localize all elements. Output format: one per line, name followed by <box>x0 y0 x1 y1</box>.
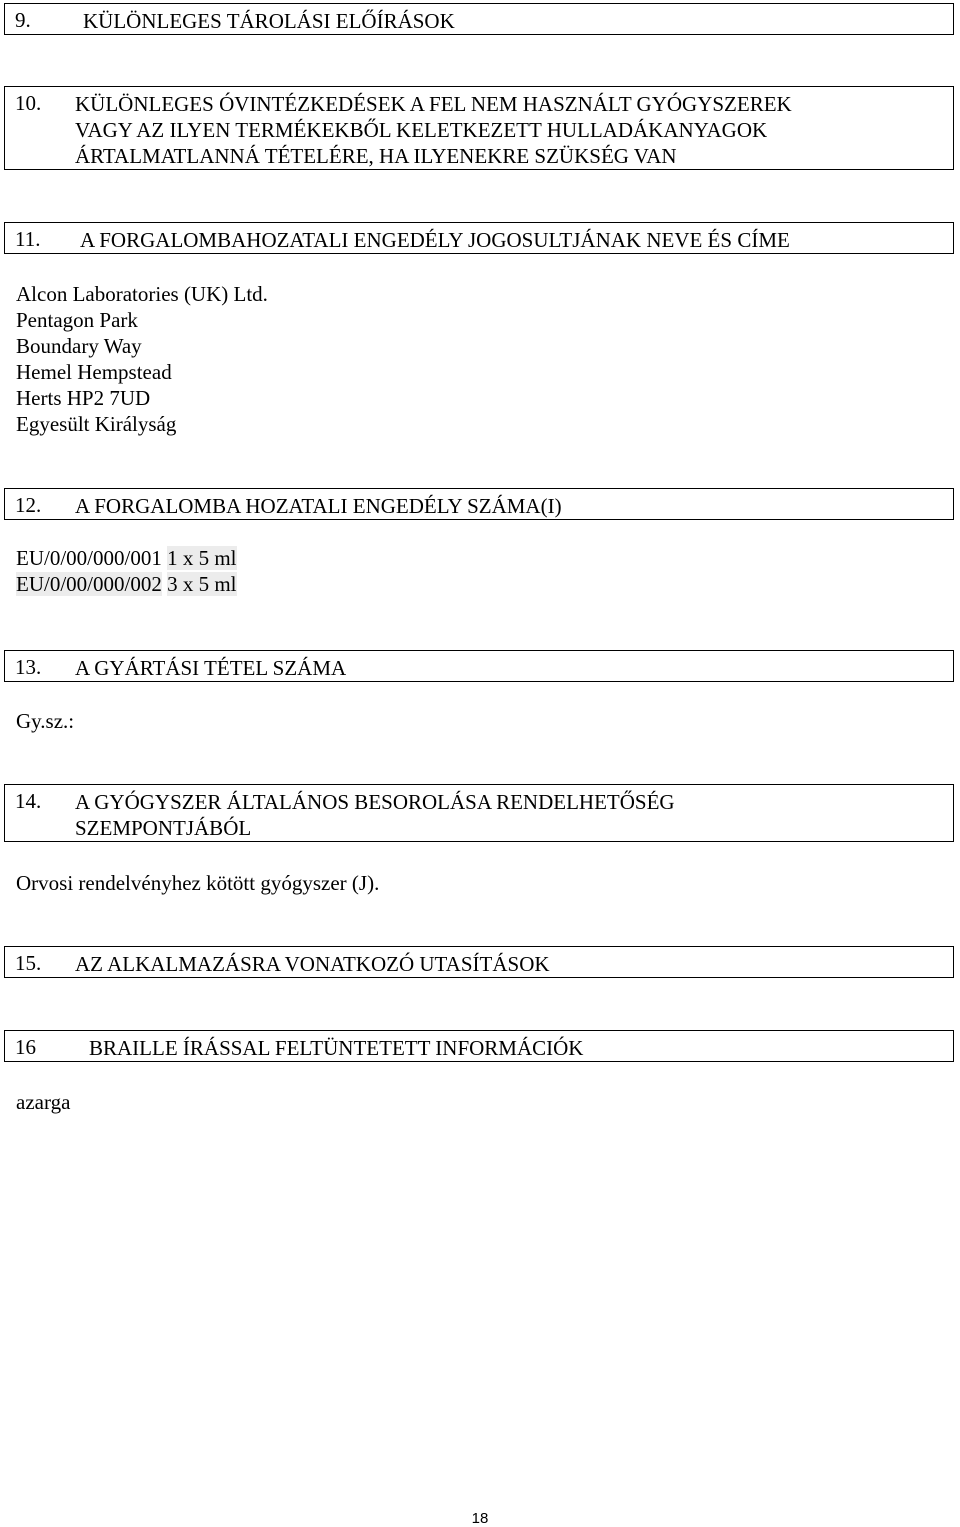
section-title-line-2: VAGY AZ ILYEN TERMÉKEKBŐL KELETKEZETT HULLADÁKANYAGOK <box>75 118 768 142</box>
section-number: 11. <box>15 227 41 251</box>
section-number: 10. <box>15 91 42 115</box>
section-title-line-3: ÁRTALMATLANNÁ TÉTELÉRE, HA ILYENEKRE SZÜKSÉG VAN <box>75 144 677 168</box>
section-title-line-1: KÜLÖNLEGES ÓVINTÉZKEDÉSEK A FEL NEM HASZNÁLT GYÓGYSZEREK <box>75 92 792 116</box>
section-number: 15. <box>15 951 42 975</box>
section-title: A GYÁRTÁSI TÉTEL SZÁMA <box>75 656 347 680</box>
section-title: BRAILLE ÍRÁSSAL FELTÜNTETETT INFORMÁCIÓK <box>89 1036 584 1060</box>
section-number: 12. <box>15 493 42 517</box>
address-line: Hemel Hempstead <box>16 360 172 384</box>
section-13-header <box>4 650 954 682</box>
page-number: 18 <box>471 1510 489 1527</box>
section-number: 14. <box>15 789 42 813</box>
section-14-header <box>4 784 954 842</box>
section-number: 13. <box>15 655 42 679</box>
authorisation-code: EU/0/00/000/002 <box>16 572 162 596</box>
pack-size: 1 x 5 ml <box>167 546 237 570</box>
authorisation-code: EU/0/00/000/001 <box>16 546 162 570</box>
address-line: Boundary Way <box>16 334 142 358</box>
braille-text: azarga <box>16 1090 71 1114</box>
section-12-header <box>4 488 954 520</box>
section-title: KÜLÖNLEGES TÁROLÁSI ELŐÍRÁSOK <box>83 9 455 33</box>
section-10-header <box>4 86 954 170</box>
section-title-line-1: A GYÓGYSZER ÁLTALÁNOS BESOROLÁSA RENDELHETŐSÉG <box>75 790 675 814</box>
section-11-header <box>4 222 954 254</box>
section-15-header <box>4 946 954 978</box>
authorisation-row <box>16 571 237 597</box>
address-line: Herts HP2 7UD <box>16 386 151 410</box>
section-title: A FORGALOMBAHOZATALI ENGEDÉLY JOGOSULTJÁNAK NEVE ÉS CÍME <box>80 228 790 252</box>
address-line: Pentagon Park <box>16 308 138 332</box>
section-16-header <box>4 1030 954 1062</box>
classification-text: Orvosi rendelvényhez kötött gyógyszer (J). <box>16 871 380 895</box>
pack-size: 3 x 5 ml <box>167 572 237 596</box>
section-title: A FORGALOMBA HOZATALI ENGEDÉLY SZÁMA(I) <box>75 494 562 518</box>
section-9-header <box>4 3 954 35</box>
section-title-line-2: SZEMPONTJÁBÓL <box>75 816 252 840</box>
address-line: Egyesült Királyság <box>16 412 177 436</box>
batch-label: Gy.sz.: <box>16 709 75 733</box>
section-number: 9. <box>15 8 31 32</box>
authorisation-row <box>16 545 237 571</box>
section-title: AZ ALKALMAZÁSRA VONATKOZÓ UTASÍTÁSOK <box>75 952 550 976</box>
section-number: 16 <box>15 1035 36 1059</box>
address-line: Alcon Laboratories (UK) Ltd. <box>16 282 268 306</box>
